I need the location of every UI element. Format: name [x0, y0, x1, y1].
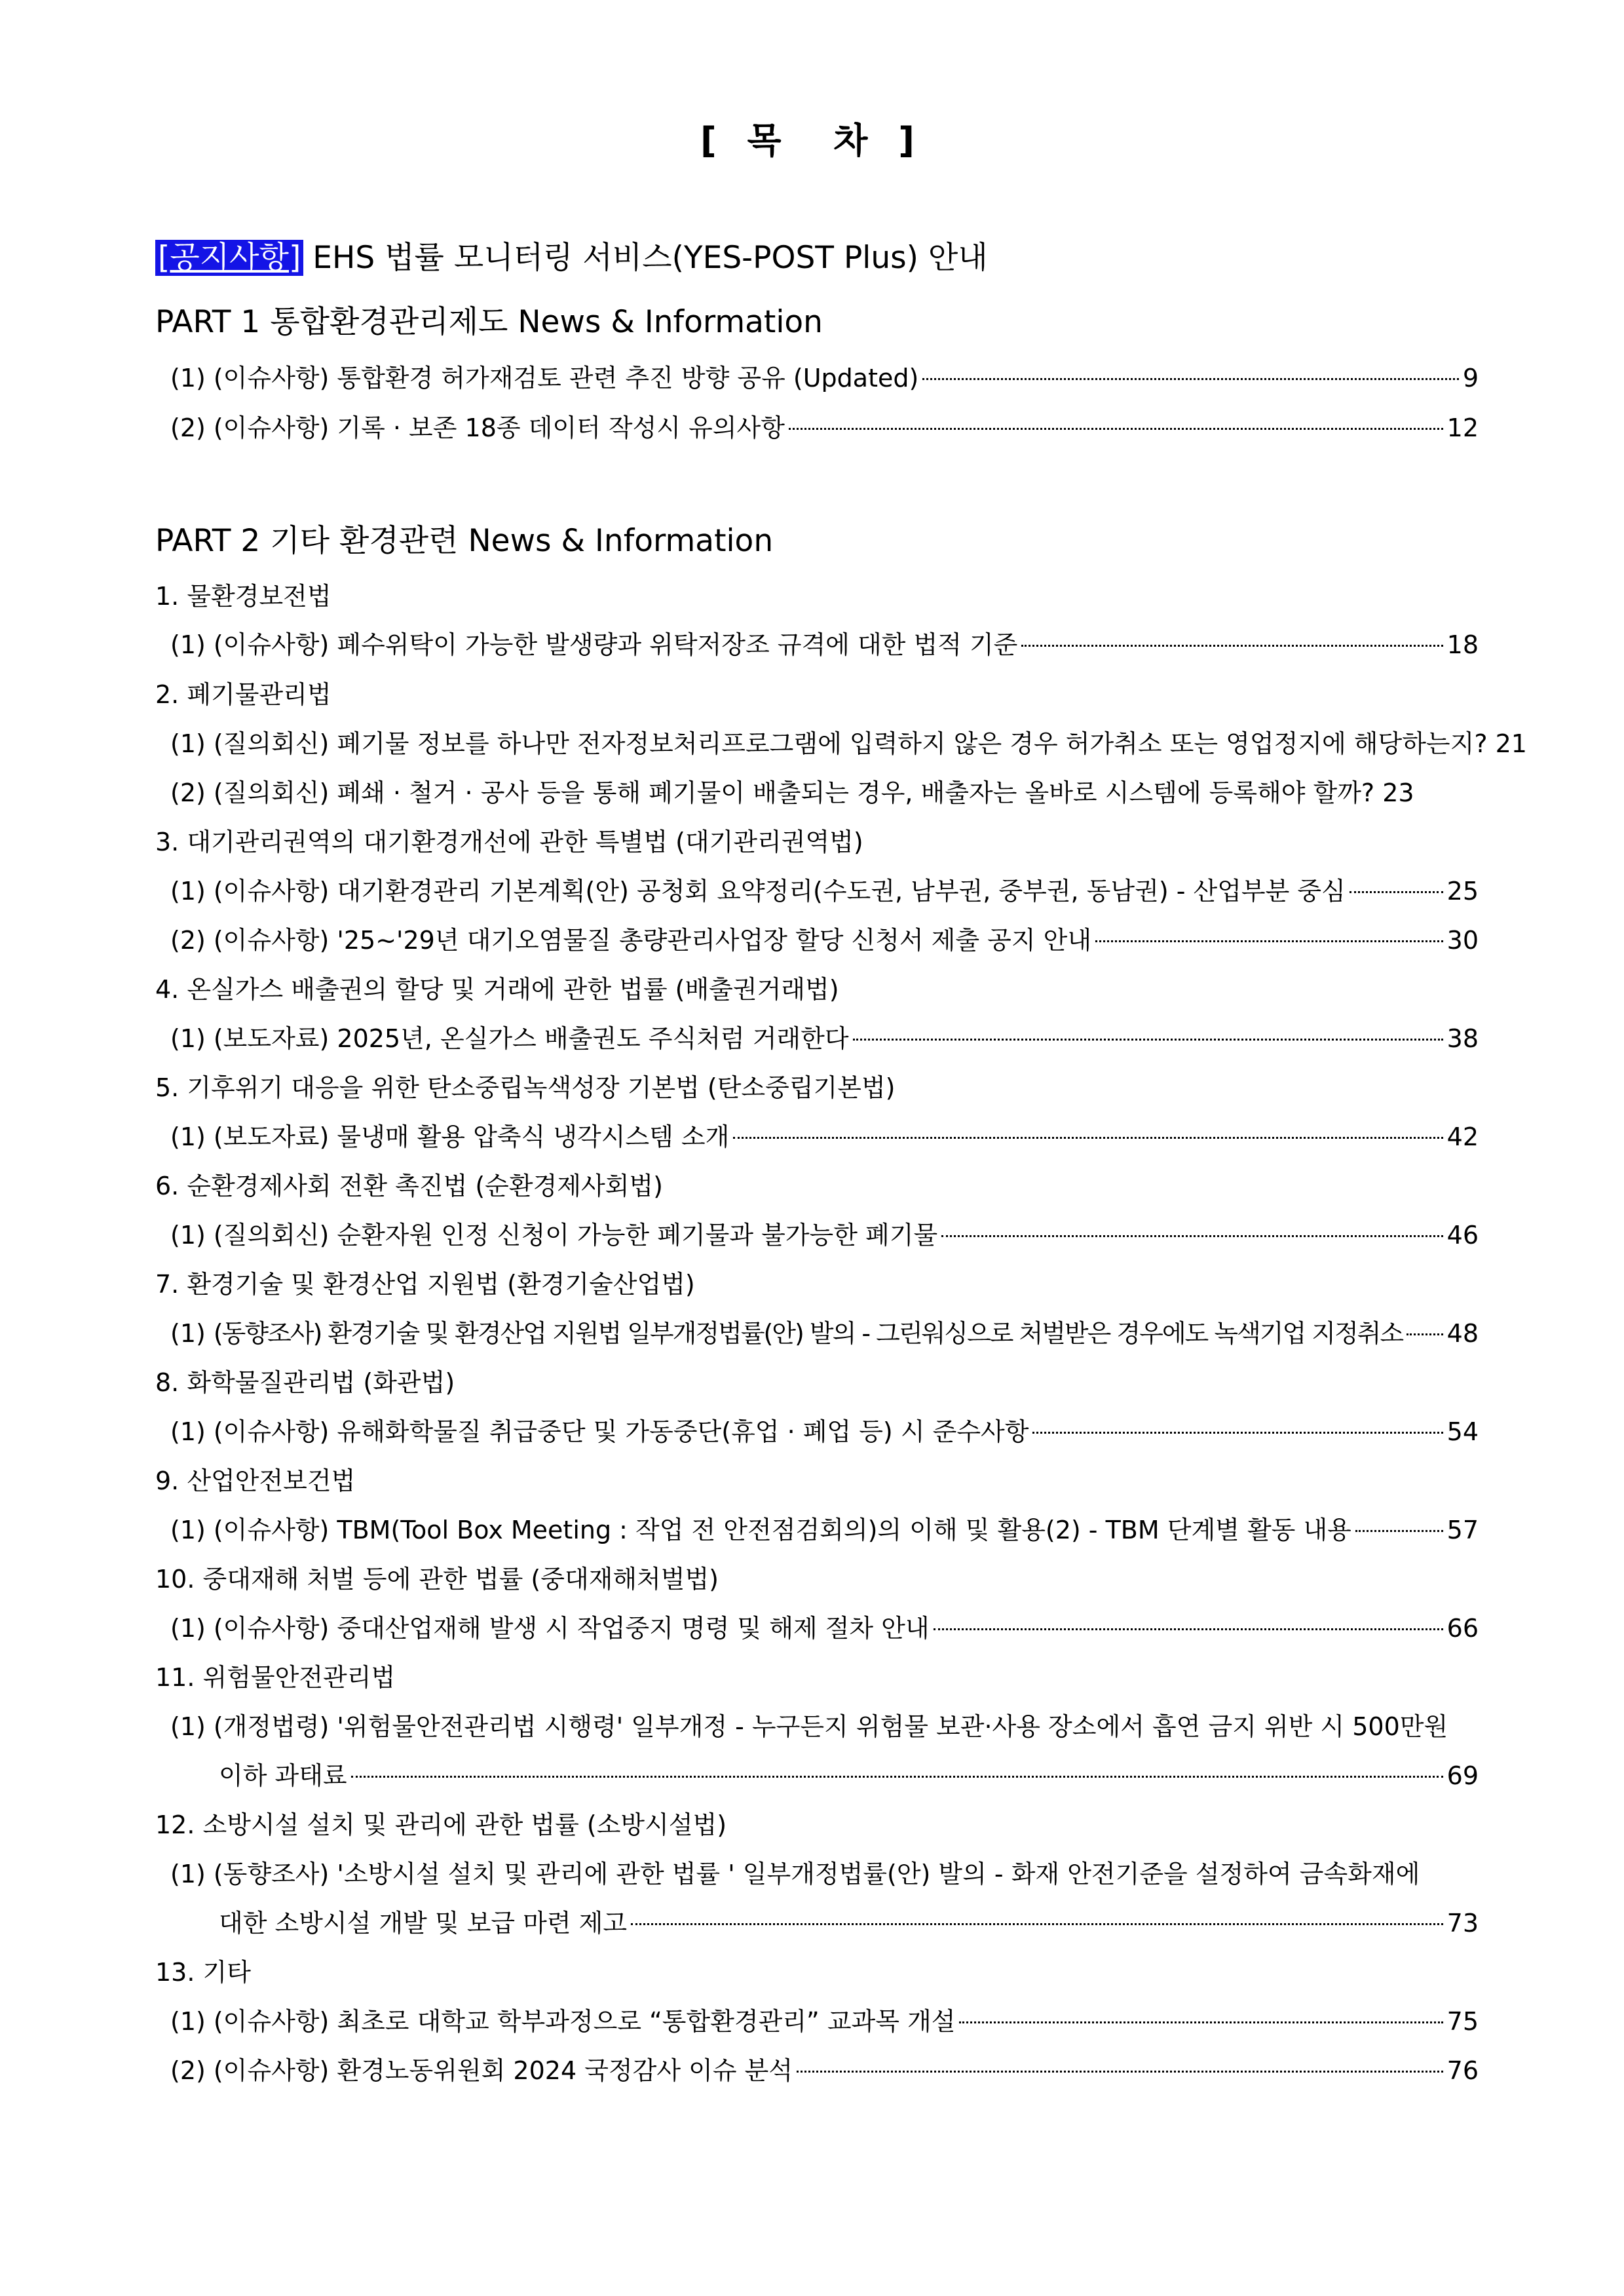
entry-text: (이슈사항) 유해화학물질 취급중단 및 가동중단(휴업 · 폐업 등) 시 준수사항 — [213, 1417, 1029, 1446]
toc-entry[interactable] — [170, 776, 1479, 810]
toc-entry[interactable] — [170, 1710, 1479, 1744]
entry-text: (질의회신) 폐쇄 · 철거 · 공사 등을 통해 폐기물이 배출되는 경우, 배출자는 올바로 시스템에 등록해야 할까? — [213, 778, 1375, 807]
section-title: 8. 화학물질관리법 (화관법) — [155, 1368, 455, 1397]
toc-entry[interactable] — [170, 2054, 1479, 2088]
entry-text: (보도자료) 2025년, 온실가스 배출권도 주식처럼 거래한다 — [213, 1024, 849, 1053]
entry-text: (이슈사항) 대기환경관리 기본계획(안) 공청회 요약정리(수도권, 남부권, 중부권, 동남권) - 산업부분 중심 — [213, 877, 1346, 906]
entry-text: (질의회신) 순환자원 인정 신청이 가능한 폐기물과 불가능한 폐기물 — [213, 1221, 938, 1250]
toc-entry-continuation[interactable] — [219, 1759, 1479, 1793]
dot-leader — [941, 1235, 1443, 1237]
entry-text: (이슈사항) '25~'29년 대기오염물질 총량관리사업장 할당 신청서 제출 공지 안내 — [213, 926, 1092, 955]
dot-leader — [1021, 645, 1443, 647]
section-title: 7. 환경기술 및 환경산업 지원법 (환경기술산업법) — [155, 1270, 695, 1299]
entry-page-number: 73 — [1446, 1909, 1479, 1938]
toc-entry[interactable] — [170, 1857, 1479, 1891]
dot-leader — [789, 428, 1443, 430]
entry-page-number: 12 — [1446, 413, 1479, 442]
toc-entry[interactable] — [170, 1415, 1479, 1449]
entry-text: (이슈사항) 통합환경 허가재검토 관련 추진 방향 공유 (Updated) — [213, 364, 919, 392]
entry-number: (1) — [170, 1024, 206, 1053]
toc-entry[interactable] — [170, 411, 1479, 445]
dot-leader — [853, 1039, 1443, 1041]
dot-leader — [733, 1137, 1443, 1139]
notice-text: EHS 법률 모니터링 서비스(YES-POST Plus) 안내 — [312, 240, 988, 276]
toc-entry[interactable] — [170, 361, 1479, 395]
toc-entry[interactable] — [170, 923, 1479, 957]
dot-leader — [351, 1776, 1443, 1778]
section-title: 6. 순환경제사회 전환 촉진법 (순환경제사회법) — [155, 1172, 663, 1200]
toc-entry[interactable] — [170, 874, 1479, 908]
entry-text: (동향조사) 환경기술 및 환경산업 지원법 일부개정법률(안) 발의 - 그린워싱으로 처벌받은 경우에도 녹색기업 지정취소 — [213, 1319, 1403, 1348]
entry-number: (2) — [170, 413, 206, 442]
entry-page-number: 66 — [1446, 1614, 1479, 1643]
section-title: 12. 소방시설 설치 및 관리에 관한 법률 (소방시설법) — [155, 1810, 727, 1839]
section-title: 1. 물환경보전법 — [155, 582, 331, 611]
entry-text-continuation: 이하 과태료 — [219, 1761, 347, 1790]
entry-number: (1) — [170, 877, 206, 906]
entry-number: (1) — [170, 1614, 206, 1643]
entry-number: (1) — [170, 1319, 206, 1348]
section-title: 5. 기후위기 대응을 위한 탄소중립녹색성장 기본법 (탄소중립기본법) — [155, 1073, 896, 1102]
dot-leader — [1095, 940, 1443, 942]
section-title: 13. 기타 — [155, 1958, 251, 1987]
toc-entry-continuation[interactable] — [219, 1906, 1479, 1940]
entry-page-number: 21 — [1495, 729, 1527, 758]
section-title: 3. 대기관리권역의 대기환경개선에 관한 특별법 (대기관리권역법) — [155, 828, 863, 856]
entry-number: (2) — [170, 778, 206, 807]
dot-leader — [934, 1628, 1443, 1630]
toc-entry[interactable] — [170, 1513, 1479, 1547]
entry-number: (1) — [170, 1221, 206, 1250]
entry-page-number: 23 — [1382, 778, 1414, 807]
entry-text: (이슈사항) TBM(Tool Box Meeting : 작업 전 안전점검회의)의 이해 및 활용(2) - TBM 단계별 활동 내용 — [213, 1516, 1351, 1544]
section-title: 4. 온실가스 배출권의 할당 및 거래에 관한 법률 (배출권거래법) — [155, 975, 839, 1004]
part1-heading: PART 1 통합환경관리제도 News & Information — [155, 304, 823, 340]
entry-text: (이슈사항) 최초로 대학교 학부과정으로 “통합환경관리” 교과목 개설 — [213, 2007, 956, 2036]
entry-number: (1) — [170, 1860, 206, 1888]
dot-leader — [797, 2071, 1443, 2073]
entry-page-number: 46 — [1446, 1221, 1479, 1250]
toc-entry[interactable] — [170, 1316, 1479, 1350]
entry-page-number: 57 — [1446, 1516, 1479, 1544]
entry-page-number: 38 — [1446, 1024, 1479, 1053]
dot-leader — [1407, 1333, 1443, 1335]
entry-number: (1) — [170, 1712, 206, 1741]
toc-entry[interactable] — [170, 2004, 1479, 2038]
toc-entry[interactable] — [170, 727, 1527, 761]
notice-tag: [공지사항] — [155, 240, 303, 276]
dot-leader — [1032, 1432, 1443, 1434]
entry-number: (1) — [170, 1417, 206, 1446]
dot-leader — [1355, 1530, 1443, 1532]
entry-number: (2) — [170, 926, 206, 955]
entry-page-number: 42 — [1446, 1122, 1479, 1151]
entry-page-number: 25 — [1446, 877, 1479, 906]
page-title: [ 목 차 ] — [700, 120, 924, 161]
part2-heading: PART 2 기타 환경관련 News & Information — [155, 523, 774, 559]
notice-line[interactable] — [155, 239, 988, 278]
entry-text: (보도자료) 물냉매 활용 압축식 냉각시스템 소개 — [213, 1122, 730, 1151]
entry-page-number: 18 — [1446, 630, 1479, 659]
section-title: 2. 폐기물관리법 — [155, 680, 331, 709]
entry-text: (이슈사항) 기록 · 보존 18종 데이터 작성시 유의사항 — [213, 413, 785, 442]
entry-text: (이슈사항) 중대산업재해 발생 시 작업중지 명령 및 해제 절차 안내 — [213, 1614, 930, 1643]
section-title: 9. 산업안전보건법 — [155, 1466, 356, 1495]
entry-text-continuation: 대한 소방시설 개발 및 보급 마련 제고 — [219, 1909, 628, 1938]
entry-number: (1) — [170, 364, 206, 392]
dot-leader — [959, 2021, 1443, 2023]
entry-number: (1) — [170, 1516, 206, 1544]
toc-entry[interactable] — [170, 1218, 1479, 1252]
entry-page-number: 76 — [1446, 2056, 1479, 2085]
dot-leader — [922, 378, 1459, 380]
toc-entry[interactable] — [170, 1120, 1479, 1154]
entry-text: (동향조사) '소방시설 설치 및 관리에 관한 법률 ' 일부개정법률(안) 발의 - 화재 안전기준을 설정하여 금속화재에 — [213, 1860, 1420, 1888]
section-title: 10. 중대재해 처벌 등에 관한 법률 (중대재해처벌법) — [155, 1565, 719, 1594]
section-title: 11. 위험물안전관리법 — [155, 1663, 396, 1692]
entry-number: (1) — [170, 729, 206, 758]
entry-page-number: 54 — [1446, 1417, 1479, 1446]
entry-page-number: 30 — [1446, 926, 1479, 955]
entry-text: (개정법령) '위험물안전관리법 시행령' 일부개정 - 누구든지 위험물 보관·사용 장소에서 흡연 금지 위반 시 500만원 — [213, 1712, 1448, 1741]
entry-text: (이슈사항) 환경노동위원회 2024 국정감사 이슈 분석 — [213, 2056, 793, 2085]
dot-leader — [1350, 891, 1443, 893]
dot-leader — [631, 1923, 1443, 1925]
toc-entry[interactable] — [170, 1611, 1479, 1645]
toc-entry[interactable] — [170, 1022, 1479, 1056]
entry-text: (이슈사항) 폐수위탁이 가능한 발생량과 위탁저장조 규격에 대한 법적 기준 — [213, 630, 1018, 659]
toc-entry[interactable] — [170, 628, 1479, 662]
entry-number: (1) — [170, 630, 206, 659]
entry-page-number: 9 — [1462, 364, 1479, 392]
entry-number: (2) — [170, 2056, 206, 2085]
entry-page-number: 69 — [1446, 1761, 1479, 1790]
entry-text: (질의회신) 폐기물 정보를 하나만 전자정보처리프로그램에 입력하지 않은 경우 허가취소 또는 영업정지에 해당하는지? — [213, 729, 1488, 758]
entry-page-number: 48 — [1446, 1319, 1479, 1348]
entry-page-number: 75 — [1446, 2007, 1479, 2036]
entry-number: (1) — [170, 2007, 206, 2036]
entry-number: (1) — [170, 1122, 206, 1151]
